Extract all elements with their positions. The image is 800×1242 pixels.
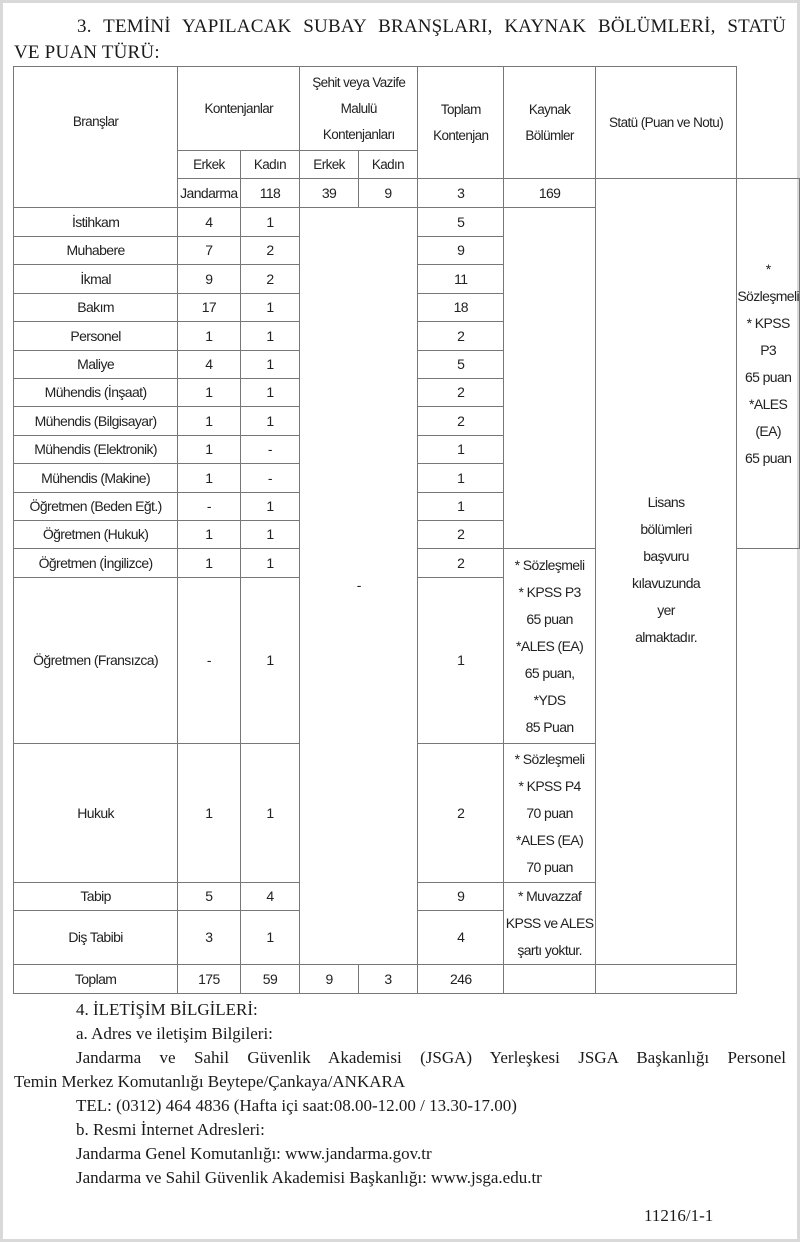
statu-line: * Sözleşmeli (737, 260, 800, 304)
cell-toplam: 18 (418, 294, 504, 322)
heading-line-1: 3. TEMİNİ YAPILACAK SUBAY BRANŞLARI, KAYNAK BÖLÜMLERİ, STATÜ (77, 16, 786, 37)
header-toplam-line: Kontenjan (433, 127, 489, 143)
header-branslar (14, 67, 178, 208)
address-line-1: Jandarma ve Sahil Güvenlik Akademisi (JSGA) Yerleşkesi JSGA Başkanlığı Personel (76, 1048, 786, 1067)
header-kaynak (504, 67, 595, 179)
statu-line: * KPSS P3 (518, 583, 581, 600)
total-kaynak-empty (504, 965, 595, 994)
total-s-erkek: 9 (300, 965, 358, 994)
total-s-kadin: 3 (358, 965, 417, 994)
kaynak-line: yer (657, 602, 675, 618)
heading-line-2: VE PUAN TÜRÜ: (14, 42, 160, 63)
cell-sehit-merged (300, 208, 418, 965)
statu-line: *ALES (EA) (516, 637, 584, 654)
header-kontenjanlar: Kontenjanlar (178, 67, 300, 151)
statu-line: 65 puan (744, 368, 792, 385)
cell-kadin: 1 (240, 521, 300, 549)
cell-toplam: 9 (418, 237, 504, 265)
cell-erkek: 5 (178, 883, 240, 911)
cell-kadin: 2 (240, 237, 300, 265)
website-jsga-link[interactable]: Jandarma ve Sahil Güvenlik Akademisi Başkanlığı: www.jsga.edu.tr (76, 1168, 542, 1187)
statu-block (504, 746, 594, 881)
kaynak-line: kılavuzunda (631, 575, 701, 591)
statu-line: 65 puan (744, 449, 792, 466)
cell-toplam: 2 (418, 744, 504, 883)
cell-erkek: 1 (178, 379, 240, 407)
cell-erkek: 1 (178, 549, 240, 578)
cell-erkek: 7 (178, 237, 240, 265)
cell-brans: Öğretmen (Hukuk) (14, 521, 178, 549)
total-toplam: 246 (418, 965, 504, 994)
cell-brans: Muhabere (14, 237, 178, 265)
cell-statu (737, 179, 800, 549)
cell-toplam: 4 (418, 911, 504, 965)
cell-brans: Öğretmen (İngilizce) (14, 549, 178, 578)
statu-line: * Sözleşmeli (514, 750, 585, 767)
cell-kadin: 1 (240, 493, 300, 521)
statu-line: * Muvazzaf (517, 888, 582, 904)
cell-statu (504, 549, 595, 744)
statu-line: 70 puan (526, 804, 573, 821)
section-heading (14, 14, 786, 66)
subheader-sehit-kadin: Kadın (358, 151, 417, 179)
cell-brans: Öğretmen (Beden Eğt.) (14, 493, 178, 521)
cell-erkek: 4 (178, 351, 240, 379)
document-number: 11216/1-1 (644, 1206, 714, 1225)
cell-kadin: 1 (240, 322, 300, 351)
statu-line: 70 puan (526, 858, 573, 875)
cell-brans: Hukuk (14, 744, 178, 883)
cell-toplam: 2 (418, 407, 504, 436)
cell-kadin: 1 (240, 407, 300, 436)
cell-kadin: 4 (240, 883, 300, 911)
cell-brans: İstihkam (14, 208, 178, 237)
header-statu: Statü (Puan ve Notu) (595, 67, 737, 179)
kaynak-text (596, 179, 737, 651)
cell-statu (504, 744, 595, 883)
statu-block (504, 883, 594, 964)
statu-line: * Sözleşmeli (514, 556, 585, 573)
cell-erkek: 1 (178, 464, 240, 493)
statu-line: 85 Puan (525, 718, 574, 735)
cell-toplam: 1 (418, 436, 504, 464)
cell-erkek: 1 (178, 436, 240, 464)
cell-kadin: 1 (240, 549, 300, 578)
kaynak-line: başvuru (643, 548, 689, 564)
cell-erkek: 1 (178, 744, 240, 883)
cell-toplam: 1 (418, 464, 504, 493)
cell-kaynak-merged (595, 179, 737, 965)
cell-brans: Mühendis (Makine) (14, 464, 178, 493)
cell-toplam: 1 (418, 493, 504, 521)
kaynak-line: almaktadır. (635, 629, 697, 645)
cell-brans: Bakım (14, 294, 178, 322)
subheader-kadin: Kadın (240, 151, 300, 179)
branch-quota-table (13, 66, 800, 994)
cell-kadin: 1 (240, 744, 300, 883)
header-toplam (418, 67, 504, 179)
website-jandarma-link[interactable]: Jandarma Genel Komutanlığı: www.jandarma.gov.tr (76, 1144, 432, 1163)
cell-brans: İkmal (14, 265, 178, 294)
cell-statu (504, 883, 595, 965)
cell-kadin: 1 (240, 379, 300, 407)
cell-kadin: 1 (240, 911, 300, 965)
header-kaynak-line: Kaynak (528, 101, 571, 117)
telephone: TEL: (0312) 464 4836 (Hafta içi saat:08.00-12.00 / 13.30-17.00) (76, 1096, 517, 1115)
cell-kadin: 2 (240, 265, 300, 294)
cell-kadin: 1 (240, 294, 300, 322)
header-sehit-line: Kontenjanları (322, 126, 395, 142)
total-kadin: 59 (240, 965, 300, 994)
statu-line: * KPSS P4 (518, 777, 581, 794)
cell-toplam: 2 (418, 379, 504, 407)
cell-sehit-erkek: 9 (358, 179, 417, 208)
statu-line: KPSS ve ALES (505, 915, 594, 931)
cell-kadin: 1 (240, 578, 300, 744)
total-statu-empty (595, 965, 737, 994)
kaynak-line: Lisans (647, 494, 685, 510)
statu-line: *ALES (EA) (516, 831, 584, 848)
cell-brans: Öğretmen (Fransızca) (14, 578, 178, 744)
subheader-sehit-erkek: Erkek (300, 151, 358, 179)
address-line-2: Temin Merkez Komutanlığı Beytepe/Çankaya/ANKARA (14, 1072, 406, 1091)
sehit-merged-text: - (356, 577, 361, 593)
statu-line: 65 puan (526, 610, 573, 627)
total-erkek: 175 (178, 965, 240, 994)
cell-erkek: 17 (178, 294, 240, 322)
cell-erkek: 3 (178, 911, 240, 965)
cell-toplam: 5 (418, 351, 504, 379)
cell-toplam: 2 (418, 549, 504, 578)
cell-toplam: 1 (418, 578, 504, 744)
cell-kadin: 39 (300, 179, 358, 208)
cell-brans: Maliye (14, 351, 178, 379)
cell-erkek: 4 (178, 208, 240, 237)
cell-toplam: 11 (418, 265, 504, 294)
cell-brans: Mühendis (Bilgisayar) (14, 407, 178, 436)
kaynak-line: bölümleri (640, 521, 692, 537)
cell-erkek: 1 (178, 322, 240, 351)
cell-toplam: 2 (418, 322, 504, 351)
contact-title: 4. İLETİŞİM BİLGİLERİ: (76, 1000, 258, 1019)
header-sehit-line: Şehit veya Vazife (312, 74, 406, 90)
cell-erkek: - (178, 578, 240, 744)
header-sehit-line: Malulü (340, 100, 377, 116)
cell-brans: Personel (14, 322, 178, 351)
cell-erkek: 118 (240, 179, 300, 208)
cell-brans: Tabip (14, 883, 178, 911)
cell-brans: Mühendis (Elektronik) (14, 436, 178, 464)
cell-sehit-kadin: 3 (418, 179, 504, 208)
table-total-row (14, 965, 800, 994)
cell-brans: Diş Tabibi (14, 911, 178, 965)
header-kaynak-line: Bölümler (525, 127, 574, 143)
cell-erkek: 9 (178, 265, 240, 294)
statu-line: 65 puan, (524, 664, 575, 681)
cell-kadin: 1 (240, 208, 300, 237)
statu-line: * KPSS P3 (746, 314, 790, 358)
cell-toplam: 9 (418, 883, 504, 911)
statu-line: *YDS (533, 691, 566, 708)
cell-brans: Mühendis (İnşaat) (14, 379, 178, 407)
statu-block (737, 256, 799, 472)
cell-toplam: 2 (418, 521, 504, 549)
subheader-erkek: Erkek (178, 151, 240, 179)
cell-erkek: - (178, 493, 240, 521)
cell-erkek: 1 (178, 407, 240, 436)
header-sehit (300, 67, 418, 151)
cell-toplam: 169 (504, 179, 595, 208)
header-toplam-line: Toplam (440, 101, 481, 117)
cell-kadin: - (240, 464, 300, 493)
statu-line: şartı yoktur. (517, 942, 582, 958)
websites-title: b. Resmi İnternet Adresleri: (76, 1120, 265, 1139)
cell-brans: Jandarma (178, 179, 240, 208)
header-branslar-text: Branşlar (72, 114, 119, 129)
cell-kadin: 1 (240, 351, 300, 379)
address-title: a. Adres ve iletişim Bilgileri: (76, 1024, 273, 1043)
statu-block (504, 552, 594, 741)
cell-kadin: - (240, 436, 300, 464)
cell-erkek: 1 (178, 521, 240, 549)
cell-toplam: 5 (418, 208, 504, 237)
total-label: Toplam (14, 965, 178, 994)
contact-section (14, 998, 786, 1190)
statu-line: *ALES (EA) (749, 395, 788, 439)
